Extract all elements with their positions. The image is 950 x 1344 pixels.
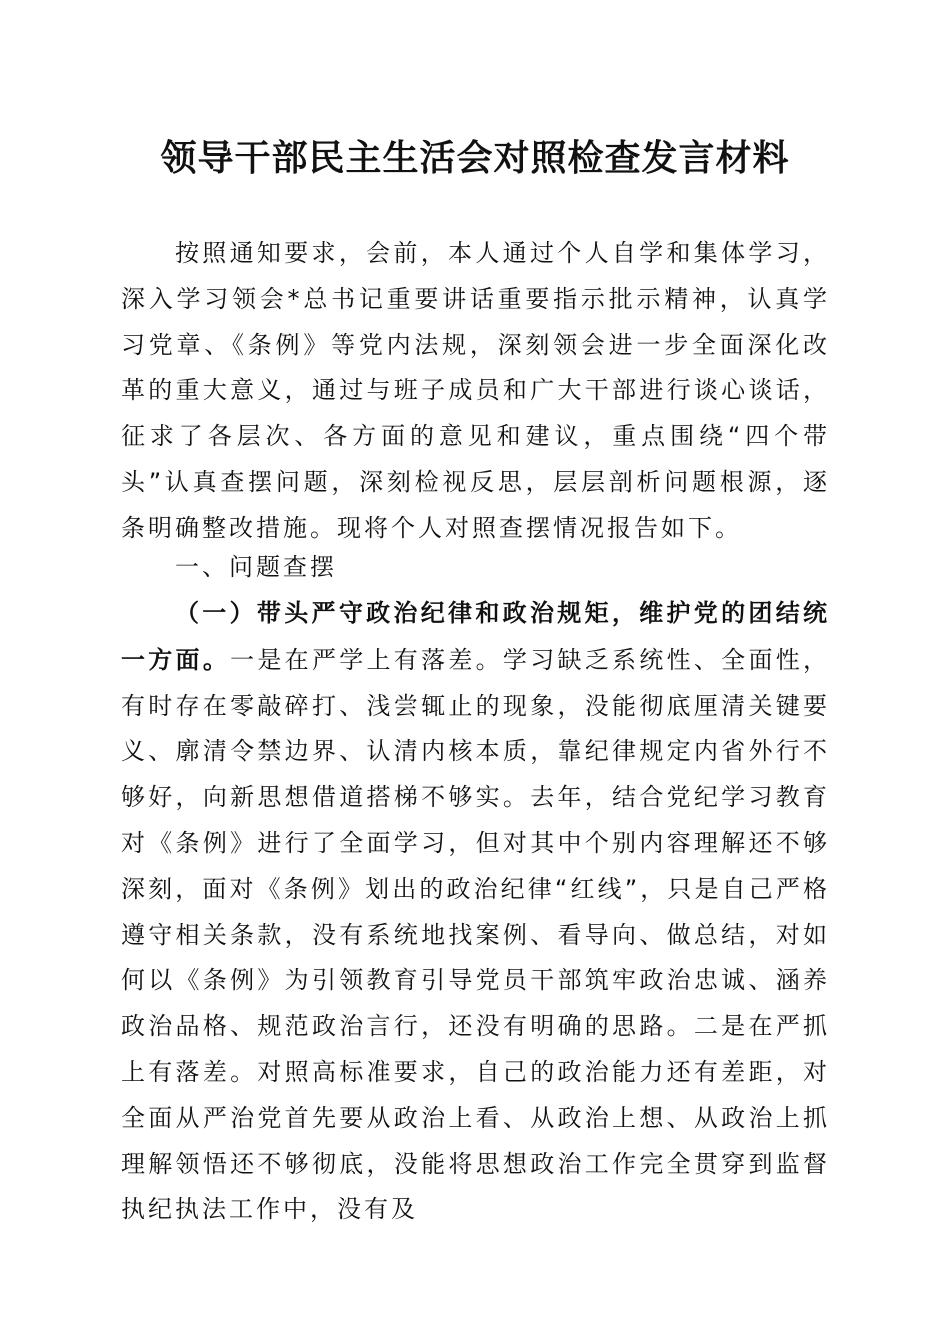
- section-1-text: 一是在严学上有落差。学习缺乏系统性、全面性，有时存在零敲碎打、浅尝辄止的现象，没能彻底厘清关键要义、廓清令禁边界、认清内核本质，靠纪律规定内省外行不够好，向新思想借道搭梯不够实。去年，结合党纪学习教育对《条例》进行了全面学习，但对其中个别内容理解还不够深刻，面对《条例》划出的政治纪律“红线”，只是自己严格遵守相关条款，没有系统地找案例、看导向、做总结，对如何以《条例》为引领教育引导党员干部筑牢政治忠诚、涵养政治品格、规范政治言行，还没有明确的思路。二是在严抓上有落差。对照高标准要求，自己的政治能力还有差距，对全面从严治党首先要从政治上看、从政治上想、从政治上抓理解领悟还不够彻底，没能将思想政治工作完全贯穿到监督执纪执法工作中，没有及: [121, 645, 831, 1224]
- document-title: 领导干部民主生活会对照检查发言材料: [160, 137, 790, 179]
- section-heading: 一、问题查摆: [175, 553, 337, 581]
- intro-paragraph: 按照通知要求，会前，本人通过个人自学和集体学习，深入学习领会*总书记重要讲话重要指示批示精神，认真学习党章、《条例》等党内法规，深刻领会进一步全面深化改革的重大意义，通过与班子成员和广大干部进行谈心谈话，征求了各层次、各方面的意见和建议，重点围绕“四个带头”认真查摆问题，深刻检视反思，层层剖析问题根源，逐条明确整改措施。现将个人对照查摆情况报告如下。: [121, 239, 830, 542]
- section-1-lead: （一）带头严守政治纪律和政治规矩，维护党的团结统一方面。: [121, 598, 830, 674]
- section-1-paragraph: [121, 590, 830, 1233]
